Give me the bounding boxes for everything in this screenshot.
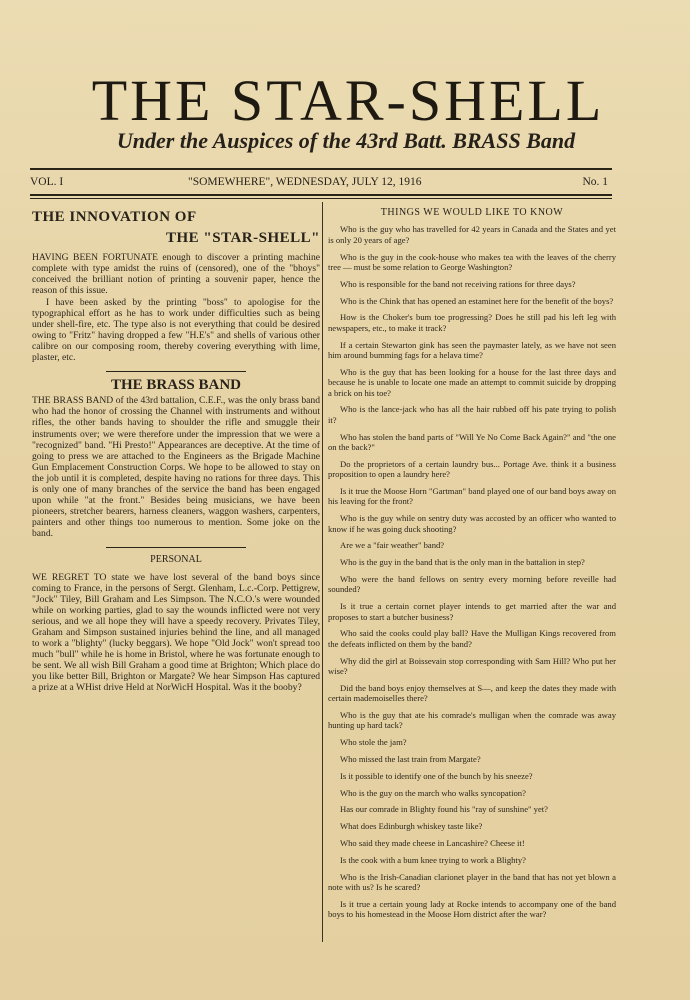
section-rule [106,371,246,372]
question-item: How is the Choker's bum toe progressing? Does he still pad his left leg with newspapers, etc., to make it track? [328,312,616,333]
section-rule [106,547,246,548]
question-item: Has our comrade in Blighty found his "ray of sunshine" yet? [340,804,548,815]
question-item: Who is the guy that has been looking for a house for the last three days and because he is unable to locate one made an attempt to commit suicide by dropping a brick on his toe? [328,366,616,398]
issue-date: "SOMEWHERE", WEDNESDAY, JULY 12, 1916 [188,176,422,188]
question-item: Why did the girl at Boissevain stop corresponding with Sam Hill? Who put her wise? [328,655,616,677]
question-item: Who were the band fellows on sentry every morning before reveille had sounded? [328,574,616,595]
question-item: If a certain Stewarton gink has seen the paymaster lately, as we have not seen him around bumming fags for a helava time? [328,339,616,361]
question-item: Who is the guy on the march who walks syncopation? [340,787,526,798]
question-item: Who is the guy while on sentry duty was accosted by an officer who wanted to know if he was going duck shooting? [328,513,616,534]
question-item: Who has stolen the band parts of "Will Ye No Come Back Again?" and "the one on the back?" [328,431,616,453]
question-item: Who said they made cheese in Lancashire? Cheese it! [340,838,525,849]
brass-band-paragraph: THE BRASS BAND of the 43rd battalion, C.E.F., was the only brass band who had the honor of crossing the Channel with instruments and without rifles, the other bands having to shoulder the rifle and smuggle their instruments over; we were therefore under the impression that we were a "recognized" band. "Hi Presto!" Appearances are deceptive. At the time of going to press we are attached to the Engineers as the Brigade Machine Gun Emplacement Construction Corps. We hope to be allowed to stay on the job until it is completed, despite having no rations for three days. This is only one of many branches of the service the band has been engaged upon while "at the front." Besides being musicians, we have been pioneers, stretcher bearers, harness cleaners, waggon washers, carpenters, painters and other things too numerous to mention. Some joke on the band. [32,395,320,540]
question-item: Who is the Irish-Canadian clarionet player in the band that has not yet blown a note with us? Is he scared? [328,871,616,893]
dateline-rule-thin [30,198,612,199]
masthead-subtitle: Under the Auspices of the 43rd Batt. BRASS Band [116,128,576,153]
dateline-rule [30,194,612,196]
things-list [328,224,616,919]
personal-heading: PERSONAL [150,554,202,566]
left-column [32,206,320,694]
question-item: Is the cook with a bum knee trying to work a Blighty? [340,854,526,865]
question-item: Who missed the last train from Margate? [340,754,481,765]
question-item: Is it possible to identify one of the bunch by his sneeze? [340,770,533,781]
top-rule [30,168,612,170]
question-item: Who is the Chink that has opened an estaminet here for the benefit of the boys? [340,295,614,306]
issue-number: No. 1 [582,176,608,188]
question-item: Who is the guy that ate his comrade's mulligan when the comrade was away hunting up hard tack? [328,710,616,731]
masthead-title: THE STAR-SHELL [91,68,605,133]
question-item: Who said the cooks could play ball? Have the Mulligan Kings recovered from the defeats inflicted on them by the band? [328,628,616,649]
question-item: Do the proprietors of a certain laundry bus... Portage Ave. think it a business proposition to open a laundry here? [328,458,616,480]
question-item: Who is the guy in the band that is the only man in the battalion in step? [340,557,585,568]
innovation-paragraph-1: HAVING BEEN FORTUNATE enough to discover a printing machine complete with type amidst the ruins of (censored), one of the "bhoys" conceived the brilliant notion of printing a souvenir paper, hence the reason of this issue. [32,252,320,297]
question-item: Is it true the Moose Horn "Gartman" band played one of our band boys away on his leaving for the front? [328,486,616,507]
question-item: Did the band boys enjoy themselves at S—, and keep the dates they made with certain mademoiselles there? [328,682,616,704]
dateline-bar [30,176,612,192]
innovation-paragraph-2: I have been asked by the printing "boss" to apologise for the typographical effort as he has to work under difficulties such as being under shell-fire, etc. The type also is not everything that could be desired owing to "Fritz" having dropped a few "H.E's" and shells of various other calibre on our composing room, thereby covering everything with lime, plaster, etc. [32,296,320,364]
brass-band-heading: THE BRASS BAND [110,377,242,394]
question-item: Is it true a certain cornet player intends to get married after the war and proposes to start a butcher business? [328,601,616,622]
personal-paragraph: WE REGRET TO state we have lost several of the band boys since coming to France, in the persons of Sergt. Glenham, L.c.-Corp. Pettigrew, "Jock" Tiley, Bill Graham and Les Simpson. The N.C.O.'s were wounded while on working parties, glad to say the wounds inflicted were not very serious, and we all hope they will have a speedy recovery. Privates Tiley, Graham and Simpson sustained injuries behind the line, and all managed to work a "blighty" (lucky beggars). We hope "Old Jock" won't spread too much "bull" while he is home in Bristol, where he was fortunate enough to be sent. We all wish Bill Graham a good time at Brighton; Which place do you like better Bill, Brighton or Margate? We hear Simpson Has captured a prize at a WHist drive Held at NorWicH Hospital. Was it the booby? [32,571,320,694]
question-item: Who is responsible for the band not receiving rations for three days? [340,278,576,289]
innovation-heading-line1: THE INNOVATION OF [32,209,197,225]
question-item: Are we a "fair weather" band? [340,540,445,551]
column-divider [322,202,323,942]
question-item: Who is the guy in the cook-house who makes tea with the leaves of the cherry tree — must be some relation to George Washington? [328,251,616,273]
question-item: Who is the lance-jack who has all the hair rubbed off his pate trying to polish it? [328,404,616,425]
things-heading: THINGS WE WOULD LIKE TO KNOW [380,207,564,218]
volume-label: VOL. I [30,176,64,188]
question-item: Is it true a certain young lady at Rocke intends to accompany one of the band boys to his homestead in the Moose Horn district after the war? [328,898,616,920]
question-item: What does Edinburgh whiskey taste like? [340,821,483,832]
innovation-heading-line2: THE "STAR-SHELL" [165,230,320,247]
question-item: Who stole the jam? [340,737,407,748]
question-item: Who is the guy who has travelled for 42 years in Canada and the States and yet is only 20 years of age? [328,224,616,245]
right-column [328,206,616,926]
